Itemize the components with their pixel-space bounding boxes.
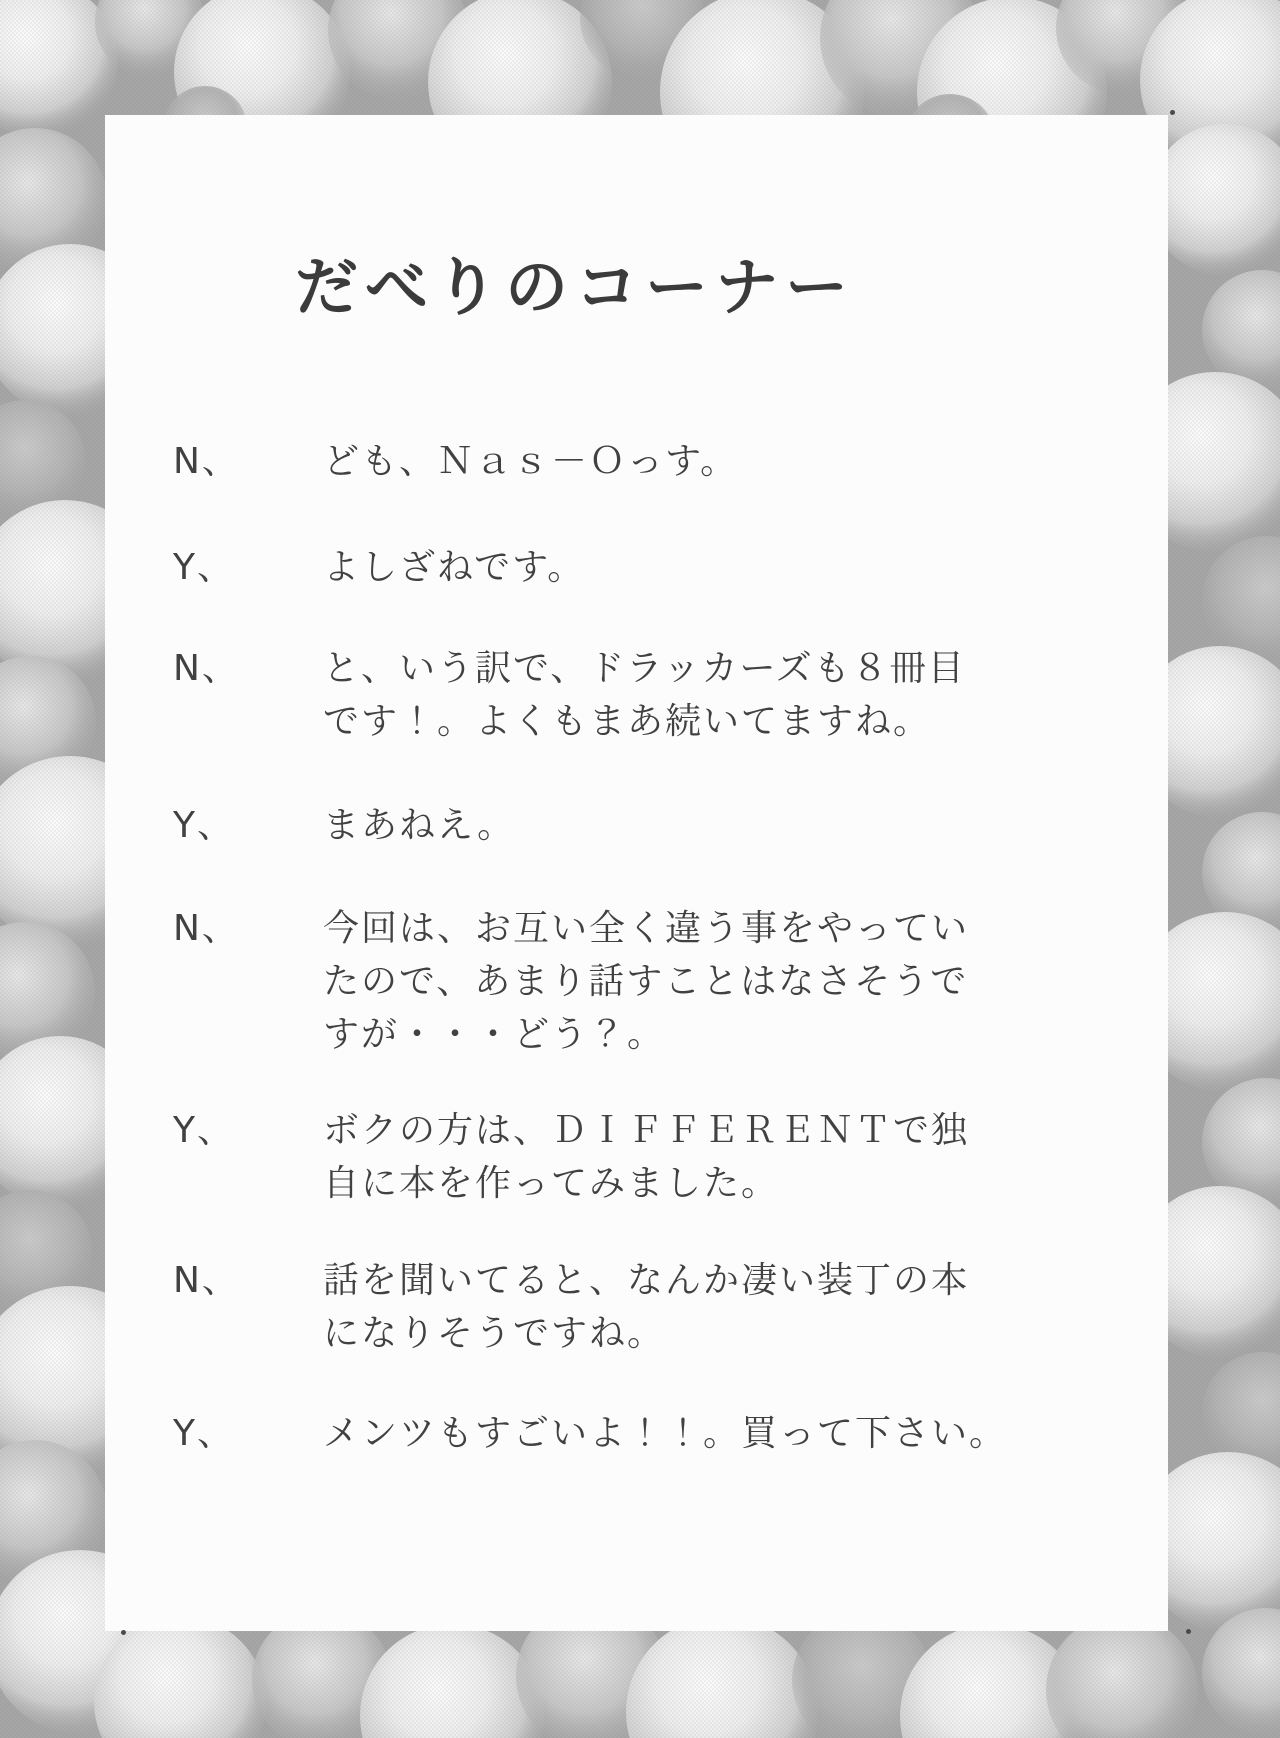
speaker-label: Y、 (173, 1110, 235, 1151)
speaker-label: N、 (173, 648, 240, 689)
dialogue-line: すが・・・どう？。 (323, 1014, 666, 1055)
speaker-label: N、 (173, 1260, 240, 1301)
corner-mark (121, 1630, 126, 1635)
dialogue-line: と、いう訳で、ドラッカーズも８冊目 (323, 648, 966, 689)
dialogue-line: 今回は、お互い全く違う事をやってい (323, 908, 970, 949)
dialogue-line: 自に本を作ってみました。 (323, 1163, 780, 1204)
speaker-label: Y、 (173, 805, 235, 846)
dialogue-line: ボクの方は、ＤＩＦＦＥＲＥＮＴで独 (323, 1110, 970, 1151)
speaker-label: Y、 (173, 547, 235, 588)
corner-mark (1186, 1629, 1191, 1634)
dialogue-line: よしざねです。 (323, 547, 586, 588)
speaker-label: N、 (173, 441, 240, 482)
dialogue-line: 話を聞いてると、なんか凄い装丁の本 (323, 1260, 970, 1301)
dialogue-line: まあねえ。 (323, 805, 516, 846)
dialogue-line: メンツもすごいよ！！。買って下さい。 (323, 1413, 1008, 1454)
page-title: だべりのコーナー (295, 251, 855, 324)
content-panel (105, 115, 1168, 1631)
dialogue-line: です！。よくもまあ続いてますね。 (323, 701, 932, 742)
dialogue-line: になりそうですね。 (323, 1313, 666, 1354)
dialogue-line: たので、あまり話すことはなさそうで (323, 961, 969, 1002)
speaker-label: N、 (173, 908, 240, 949)
corner-mark (1170, 110, 1175, 115)
dialogue-line: ども、Ｎａｓ－Ｏっす。 (323, 441, 739, 482)
speaker-label: Y、 (173, 1413, 235, 1454)
